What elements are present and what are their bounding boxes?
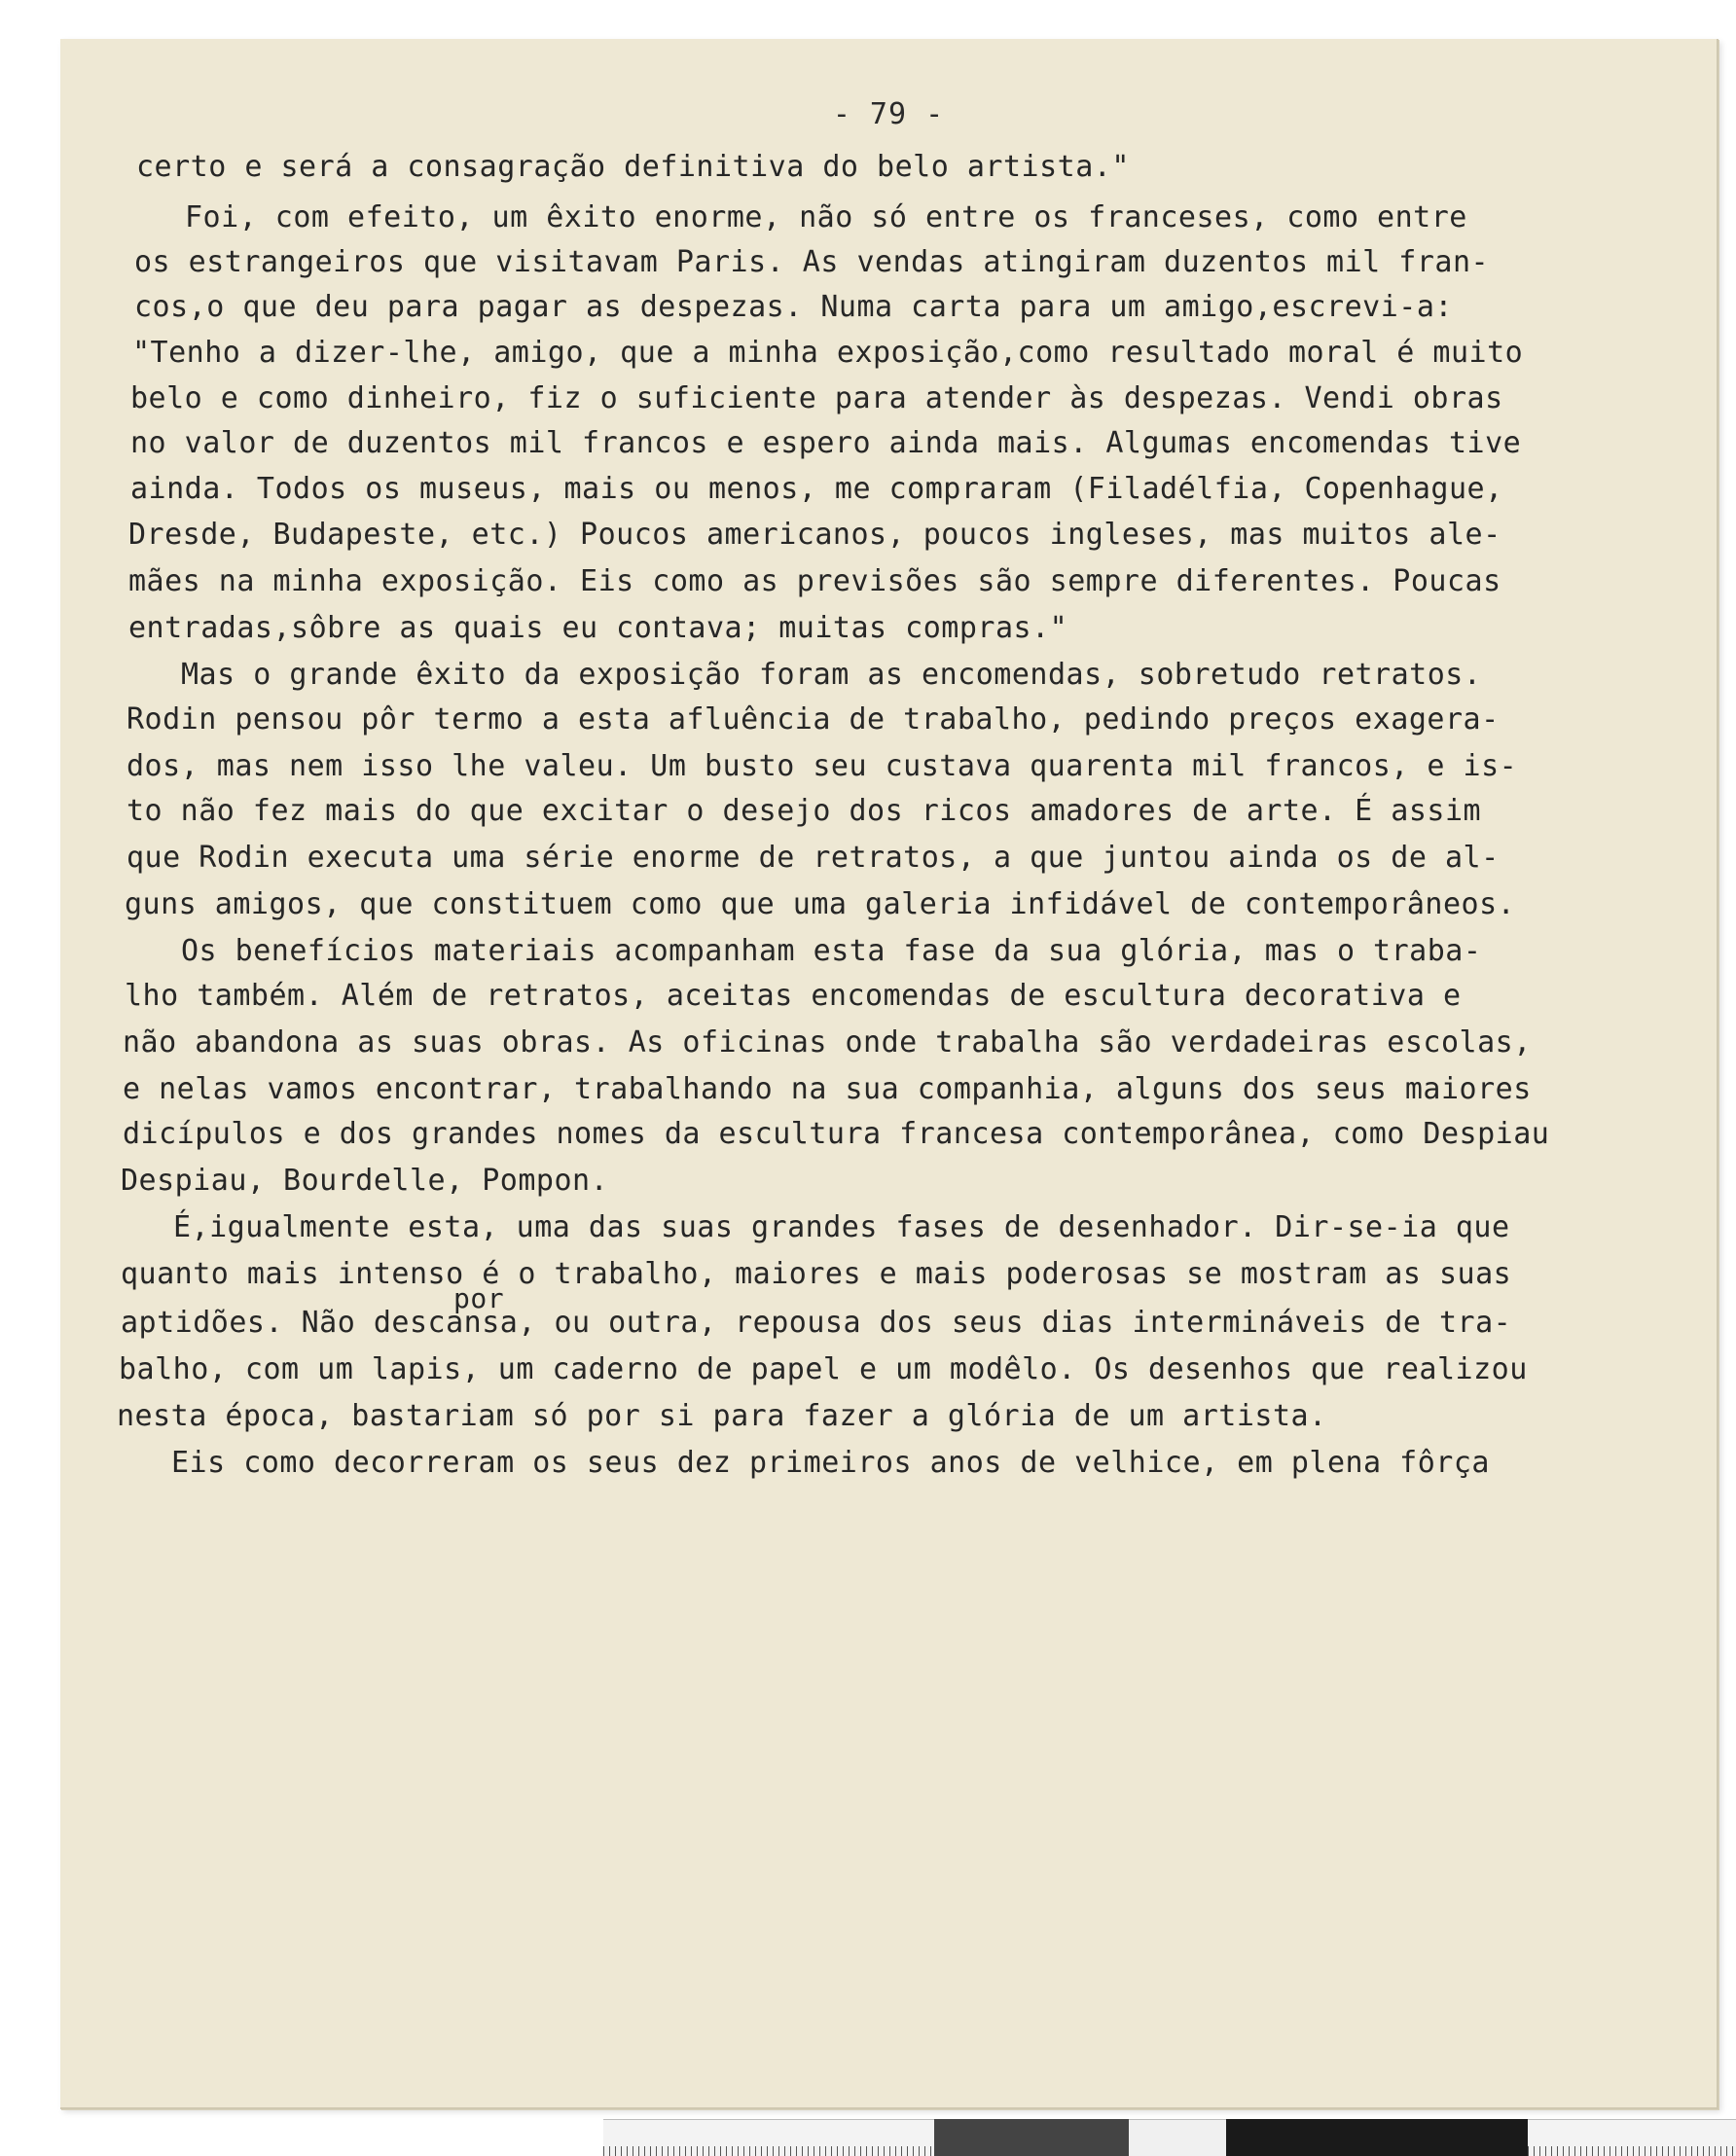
text-line: aptidões. Não descansa, ou outra, repousa dos seus dias intermináveis de tra- bbox=[121, 1306, 1512, 1340]
text-line: ainda. Todos os museus, mais ou menos, me compraram (Filadélfia, Copenhague, bbox=[130, 472, 1503, 506]
text-line: "Tenho a dizer-lhe, amigo, que a minha exposição,como resultado moral é muito bbox=[132, 336, 1524, 370]
text-line: mães na minha exposição. Eis como as previsões são sempre diferentes. Poucas bbox=[128, 564, 1501, 598]
text-line: certo e será a consagração definitiva do belo artista." bbox=[136, 150, 1130, 184]
text-line: Eis como decorreram os seus dez primeiros anos de velhice, em plena fôrça bbox=[171, 1446, 1490, 1480]
text-line: dicípulos e dos grandes nomes da escultura francesa contemporânea, como Despiau bbox=[123, 1117, 1550, 1151]
text-line: entradas,sôbre as quais eu contava; muitas compras." bbox=[128, 611, 1068, 645]
text-line: Os benefícios materiais acompanham esta fase da sua glória, mas o traba- bbox=[181, 934, 1482, 968]
text-line: to não fez mais do que excitar o desejo dos ricos amadores de arte. É assim bbox=[127, 794, 1482, 828]
scan-ruler-strip bbox=[603, 2119, 1736, 2156]
typewritten-page bbox=[60, 39, 1718, 2109]
text-line: balho, com um lapis, um caderno de papel e um modêlo. Os desenhos que realizou bbox=[119, 1352, 1528, 1386]
text-line: Rodin pensou pôr termo a esta afluência de trabalho, pedindo preços exagera- bbox=[127, 702, 1500, 737]
text-line: lho também. Além de retratos, aceitas encomendas de escultura decorativa e bbox=[125, 979, 1462, 1013]
text-line: Foi, com efeito, um êxito enorme, não só entre os franceses, como entre bbox=[185, 200, 1467, 234]
text-line: guns amigos, que constituem como que uma galeria infidável de contemporâneos. bbox=[125, 887, 1516, 921]
text-line: não abandona as suas obras. As oficinas onde trabalha são verdadeiras escolas, bbox=[123, 1025, 1532, 1060]
text-line: os estrangeiros que visitavam Paris. As vendas atingiram duzentos mil fran- bbox=[134, 245, 1490, 279]
text-line: Despiau, Bourdelle, Pompon. bbox=[121, 1164, 609, 1198]
text-line: quanto mais intenso é o trabalho, maiores e mais poderosas se mostram as suas bbox=[121, 1257, 1512, 1291]
text-line: cos,o que deu para pagar as despezas. Numa carta para um amigo,escrevi-a: bbox=[134, 290, 1453, 324]
interlinear-insertion: por bbox=[453, 1282, 505, 1314]
text-line: belo e como dinheiro, fiz o suficiente para atender às despezas. Vendi obras bbox=[130, 381, 1503, 415]
text-line: dos, mas nem isso lhe valeu. Um busto seu custava quarenta mil francos, e is- bbox=[127, 749, 1518, 783]
page-number: - 79 - bbox=[832, 97, 945, 131]
text-line: Mas o grande êxito da exposição foram as encomendas, sobretudo retratos. bbox=[181, 658, 1482, 692]
text-line: nesta época, bastariam só por si para fazer a glória de um artista. bbox=[117, 1399, 1327, 1433]
text-line: É,igualmente esta, uma das suas grandes fases de desenhador. Dir-se-ia que bbox=[173, 1210, 1510, 1244]
text-line: que Rodin executa uma série enorme de retratos, a que juntou ainda os de al- bbox=[127, 841, 1500, 875]
text-line: e nelas vamos encontrar, trabalhando na sua companhia, alguns dos seus maiores bbox=[123, 1072, 1532, 1106]
text-line: Dresde, Budapeste, etc.) Poucos americanos, poucos ingleses, mas muitos ale- bbox=[128, 518, 1501, 552]
body-text bbox=[60, 39, 1717, 2107]
text-line: no valor de duzentos mil francos e espero ainda mais. Algumas encomendas tive bbox=[130, 426, 1522, 460]
